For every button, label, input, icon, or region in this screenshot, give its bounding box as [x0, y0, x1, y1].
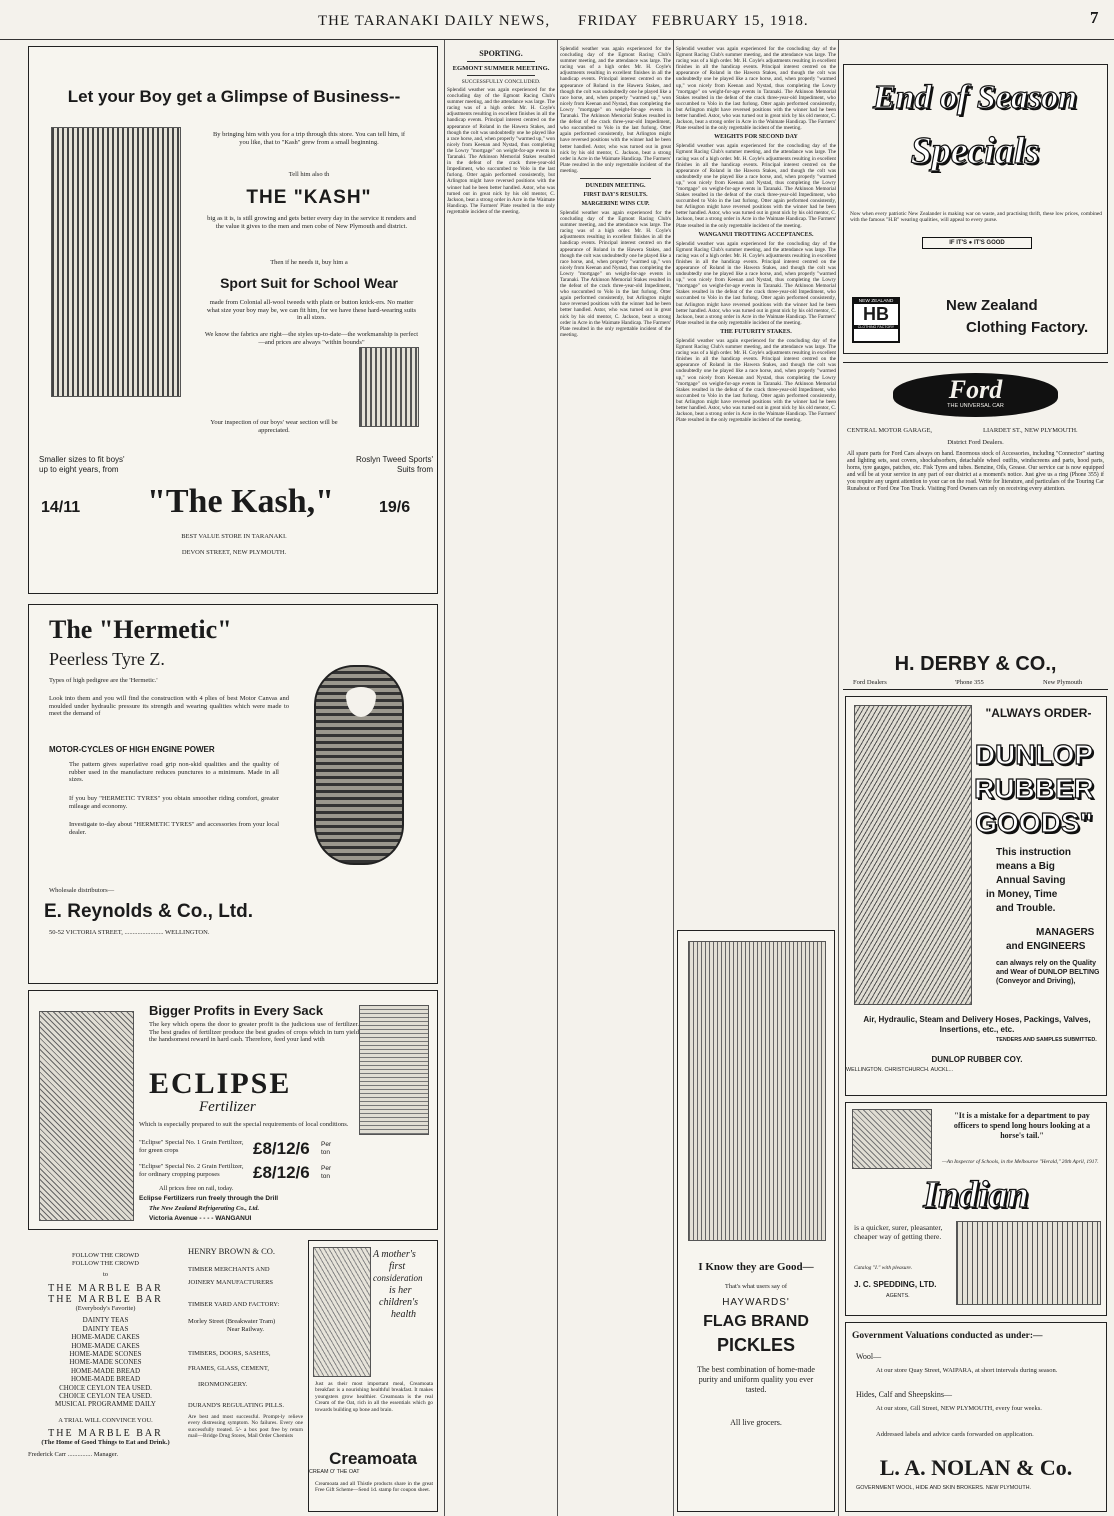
pickles-title: I Know they are Good—: [698, 1261, 814, 1273]
marble-bar-ad: [28, 1236, 183, 1514]
ford-sub-r: New Plymouth: [1043, 679, 1083, 686]
hermetic-addr: 50-52 VICTORIA STREET, ........................ WELLINGTON.: [49, 929, 210, 936]
menu-item: HOME-MADE BREAD: [70, 1375, 141, 1384]
sporting-text: [676, 143, 836, 228]
ford-firm: H. DERBY & CO.,: [894, 653, 1057, 675]
kash-suit: Sport Suit for School Wear: [220, 275, 398, 291]
sporting-text: [560, 46, 671, 174]
dunlop-d3: GOODS": [975, 807, 1093, 838]
nolan-firm: L. A. NOLAN & Co.: [879, 1455, 1073, 1480]
creamoata-h5: children's: [379, 1297, 418, 1308]
sporting-concl: SUCCESSFULLY CONCLUDED.: [461, 79, 541, 85]
sporting-meet: EGMONT SUMMER MEETING.: [452, 65, 550, 72]
eclipse-note: All prices free on rail, today.: [159, 1185, 234, 1192]
masthead-page: 7: [1090, 8, 1099, 27]
menu-item: CHOICE CEYLON TEA USED.: [59, 1383, 152, 1392]
boys-illustration: [51, 127, 181, 397]
brown-t1: TIMBERS, DOORS, SASHES,: [188, 1349, 271, 1357]
brown-l1: TIMBER MERCHANTS AND: [188, 1265, 270, 1273]
ford-ad: [843, 362, 1108, 690]
nz-clothing-ad: [843, 64, 1108, 354]
hermetic-firm: E. Reynolds & Co., Ltd.: [44, 901, 254, 922]
tyre-badge-icon: [346, 687, 376, 717]
kash-intro: By bringing him with you for a trip through this store. You can tell him, if you like, that to "Kash" grew from a small beginning.: [212, 131, 406, 146]
trading-badge: IF IT'S ● IT'S GOOD: [922, 237, 1032, 249]
kash-body3: We know the fabrics are right—the styles up-to-date—the workmanship is perfect—and prices are always "within bounds": [204, 331, 419, 346]
creamoata-h6: health: [391, 1309, 416, 1320]
badge-left: IF IT'S: [949, 240, 968, 246]
hb-nz: NEW ZEALAND: [854, 299, 898, 304]
marble-mgr: Frederick Carr ............... Manager.: [28, 1451, 119, 1459]
column-rule: [444, 40, 445, 1516]
menu-item: HOME-MADE SCONES: [69, 1358, 142, 1367]
brown-addr: Morley Street (Breakwater Tram): [188, 1318, 276, 1326]
kash-name: THE "KASH": [246, 187, 372, 208]
trading-name2: Clothing Factory.: [966, 319, 1089, 336]
brown-l2: JOINERY MANUFACTURERS: [188, 1279, 274, 1287]
creamoata-tag: CREAM O' THE OAT: [309, 1469, 360, 1475]
pickles-ad: [677, 930, 835, 1512]
kash-inspect: Your inspection of our boys' wear section will be appreciated.: [210, 419, 338, 434]
sporting-text: [676, 338, 836, 423]
sporting-column-1: [447, 46, 555, 1512]
nolan-wool-t: At our store Quay Street, WAIPARA, at short intervals during season.: [876, 1367, 1058, 1374]
masthead: [0, 0, 1114, 40]
indian-cite: —An Inspector of Schools, in the Melbourne "Herald," 20th April, 1917.: [942, 1159, 1099, 1165]
trading-headline1: End of Season: [872, 79, 1078, 116]
hermetic-sub: Peerless Tyre Z.: [49, 649, 165, 669]
eclipse-head: Bigger Profits in Every Sack: [149, 1003, 324, 1018]
brown-pills: DURAND'S REGULATING PILLS.: [188, 1402, 284, 1410]
eclipse-p1: £8/12/6: [253, 1139, 310, 1158]
mother-child-illustration: [313, 1247, 371, 1377]
menu-item: DAINTY TEAS: [82, 1316, 129, 1325]
kash-left-note: Smaller sizes to fit boys' up to eight years, from: [39, 455, 125, 474]
eclipse-intro: The key which opens the door to greater profit is the judicious use of fertilizer. The best grades of fertilizer produce the best grades of crops which in turn yield the handsomest reward in hard cash. Therefore, feed your land with: [149, 1021, 359, 1044]
eclipse-l2: "Eclipse" Special No. 2 Grain Fertilizer, for ordinary cropping purposes: [139, 1163, 244, 1178]
eclipse-brand: ECLIPSE: [149, 1067, 292, 1100]
indian-quote: "It is a mistake for a department to pay officers to spend long hours looking at a horse's tail.": [953, 1111, 1091, 1140]
sporting-paragraph: Splendid weather was again experienced for the concluding day of the Egmont Racing Club's summer meeting, and the attendance was large. The racing was of a high order. Mr. H. Coyle's adjustments resulting in excellent finishes in all the handicap events. Principal interest centred on the appearance of Roland in the Hawera Stakes, and though the colt was undoubtedly one he played like a race horse, and, when properly "warmed up," won nicely from Keenan and Nystad, thus completing the Lowry "mortgage" on weight-for-age events in Taranaki. The Atkinson Memorial Stakes resulted in the defeat of the crack three-year-old Impediment, who succumbed to Volo in the last furlong. Otter again performed consistently, but Arlington might have reversed positions with the winner had he been better handled. Astor, who was turned out in great nick by his old mentor, C. Jackson, beat a strong order in Acre in the Waimate Handicap. The Farmers' Plate resulted in the only regrettable incident of the meeting.: [560, 209, 671, 338]
marble-l2: FOLLOW THE CROWD: [72, 1259, 139, 1267]
boy-illustration-right: [359, 347, 419, 427]
horse-illustration: [852, 1109, 932, 1169]
marble-bar1: THE MARBLE BAR: [48, 1282, 163, 1294]
sporting-paragraph: Splendid weather was again experienced for the concluding day of the Egmont Racing Club's summer meeting, and the attendance was large. The racing was of a high order. Mr. H. Coyle's adjustments resulting in excellent finishes in all the handicap events. Principal interest centred on the appearance of Roland in the Hawera Stakes, and though the colt was undoubtedly one he played like a race horse, and, when properly "warmed up," won nicely from Keenan and Nystad, thus completing the Lowry "mortgage" on weight-for-age events in Taranaki. The Atkinson Memorial Stakes resulted in the defeat of the crack three-year-old Impediment, who succumbed to Volo in the last furlong. Otter again performed consistently, but Arlington might have reversed positions with the winner had he been better handled. Astor, who was turned out in great nick by his old mentor, C. Jackson, beat a strong order in Acre in the Waimate Handicap. The Farmers' Plate resulted in the only regrettable incident of the meeting.: [447, 87, 555, 215]
masthead-paper: THE TARANAKI DAILY NEWS,: [318, 13, 551, 29]
kash-tell: Tell him also th: [288, 171, 330, 178]
eclipse-ad: [28, 990, 438, 1230]
masthead-date: FEBRUARY 15, 1918.: [652, 13, 809, 29]
pickles-what: That's what users say of: [724, 1283, 788, 1290]
brown-near: Near Railway.: [226, 1325, 265, 1333]
kash-brand: "The Kash,": [147, 483, 335, 520]
creamoata-foot: Creamoata and all Thistle products share in the great Free Gift Scheme—Send 1d. stamp for coupon sheet.: [315, 1481, 433, 1494]
sporting-text: [676, 241, 836, 326]
creamoata-brand: Creamoata: [329, 1449, 417, 1468]
eclipse-per1: Per ton: [321, 1141, 332, 1156]
menu-item: HOME-MADE CAKES: [71, 1333, 140, 1342]
nolan-title: Government Valuations conducted as under:—: [852, 1331, 1043, 1341]
hermetic-body2: The pattern gives superlative road grip non-skid qualities and the quality of rubber used in the manufacture reduces punctures to a minimum. Made in all sizes.: [69, 761, 279, 784]
indian-ad: [845, 1102, 1107, 1316]
kash-address: DEVON STREET, NEW PLYMOUTH.: [181, 549, 287, 556]
hb-letters: HB: [863, 304, 889, 324]
tyre-illustration: [314, 665, 404, 865]
hermetic-types: Types of high pedigree are the 'Hermetic.': [49, 677, 158, 684]
dunlop-mgr1: MANAGERS: [1036, 927, 1095, 938]
dunlop-instr4: in Money, Time: [986, 889, 1058, 900]
badge-right: IT'S GOOD: [973, 240, 1005, 246]
hermetic-whole: Wholesale distributors—: [49, 887, 115, 894]
motorcycle-illustration: [956, 1221, 1101, 1305]
brown-yard: TIMBER YARD AND FACTORY:: [188, 1300, 280, 1308]
ford-garage: CENTRAL MOTOR GARAGE,: [847, 427, 933, 434]
eclipse-per2: Per ton: [321, 1165, 332, 1180]
column-rule: [557, 40, 558, 1516]
marble-everybody: (Everybody's Favorite): [75, 1304, 136, 1312]
kash-body1: big as it is, is still growing and gets better every day in the service it renders and the value it gives to the men and men cobe of New Plymouth and district.: [207, 215, 416, 230]
ford-logo-text: Ford: [948, 375, 1003, 404]
kash-headline: Let your Boy get a Glimpse of Business--: [67, 87, 401, 106]
ford-body: All spare parts for Ford Cars always on hand. Enormous stock of Accessories, including "Connector" starting and lighting sets, seat covers, shockabsorbers, detachable wheel outfits, windscreens and parts, hood parts, horns, tyre gauges, patches, etc. Fisk Tyres and tubes. Benzine, Oils, Grease. Our service car is now equipped and will be at your service in any part of our district at a moment's notice. Just give us a ring (Phone 355) if you require any urgent attention to your car on the road. Write for literature, and particulars of the Touring Car Runabout or Ford One Ton Truck. Visiting Ford Owners can rely on receiving every attention.: [847, 451, 1104, 492]
eclipse-p2: £8/12/6: [253, 1163, 310, 1182]
creamoata-ad: [308, 1240, 438, 1512]
column-rule: [838, 40, 839, 1516]
sporting-paragraph: Splendid weather was again experienced for the concluding day of the Egmont Racing Club's summer meeting, and the attendance was large. The racing was of a high order. Mr. H. Coyle's adjustments resulting in excellent finishes in all the handicap events. Principal interest centred on the appearance of Roland in the Hawera Stakes, and though the colt was undoubtedly one he played like a race horse, and, when properly "warmed up," won nicely from Keenan and Nystad, thus completing the Lowry "mortgage" on weight-for-age events in Taranaki. The Atkinson Memorial Stakes resulted in the defeat of the crack three-year-old Impediment, who succumbed to Volo in the last furlong. Otter again performed consistently, but Arlington might have reversed positions with the winner had he been better handled. Astor, who was turned out in great nick by his old mentor, C. Jackson, beat a strong order in Acre in the Waimate Handicap. The Farmers' Plate resulted in the only regrettable incident of the meeting.: [560, 46, 671, 174]
sporting-text: [676, 46, 836, 131]
hermetic-title: The "Hermetic": [49, 615, 232, 644]
hb-factory: CLOTHING FACTORY: [854, 325, 898, 329]
menu-item: HOME-MADE BREAD: [70, 1366, 141, 1375]
indian-brand: Indian: [923, 1174, 1029, 1216]
hermetic-moto: MOTOR-CYCLES OF HIGH ENGINE POWER: [49, 745, 215, 754]
eclipse-sub: Fertilizer: [199, 1099, 256, 1115]
dunlop-list: Air, Hydraulic, Steam and Delivery Hoses, Packings, Valves, Insertions, etc., etc.: [863, 1015, 1091, 1034]
nolan-wool: Wool—: [856, 1352, 882, 1361]
dunlop-instr5: and Trouble.: [996, 903, 1056, 914]
eclipse-l1: "Eclipse" Special No. 1 Grain Fertilizer, for green crops: [139, 1139, 244, 1154]
dunlop-tenders: TENDERS AND SAMPLES SUBMITTED.: [996, 1037, 1097, 1043]
henry-brown-ad: [188, 1240, 303, 1510]
brown-pills-body: Are best and most successful. Prompt-ly relieve every distressing symptom. No failures. Every one successfully treated. 5/- a box post free by return mail—Bridge Drug Stores, Mail Order Chemists: [188, 1413, 303, 1440]
pickles-grocers: All live grocers.: [730, 1418, 782, 1427]
pickles-best: The best combination of home-made purity and uniform quality you ever tasted.: [697, 1365, 815, 1394]
sporting-paragraph: Splendid weather was again experienced for the concluding day of the Egmont Racing Club's summer meeting, and the attendance was large. The racing was of a high order. Mr. H. Coyle's adjustments resulting in excellent finishes in all the handicap events. Principal interest centred on the appearance of Roland in the Hawera Stakes, and though the colt was undoubtedly one he played like a race horse, and, when properly "warmed up," won nicely from Keenan and Nystad, thus completing the Lowry "mortgage" on weight-for-age events in Taranaki. The Atkinson Memorial Stakes resulted in the defeat of the crack three-year-old Impediment, who succumbed to Volo in the last furlong. Otter again performed consistently, but Arlington might have reversed positions with the winner had he been better handled. Astor, who was turned out in great nick by his old mentor, C. Jackson, beat a strong order in Acre in the Waimate Handicap. The Farmers' Plate resulted in the only regrettable incident of the meeting.: [676, 240, 836, 326]
menu-item: CHOICE CEYLON TEA USED.: [59, 1392, 152, 1401]
hermetic-ad: [28, 604, 438, 984]
eclipse-co: The New Zealand Refrigerating Co., Ltd.: [149, 1205, 260, 1212]
pickles-haywards: HAYWARDS': [722, 1297, 790, 1308]
engineer-illustration: [854, 705, 972, 1005]
kash-then: Then if he needs it, buy him a: [270, 259, 348, 266]
eclipse-body: Which is especially prepared to suit the special requirements of local conditions.: [139, 1121, 349, 1128]
brown-t2: FRAMES, GLASS, CEMENT,: [188, 1365, 269, 1373]
menu-item: HOME-MADE SCONES: [69, 1350, 142, 1358]
trading-intro: Now when every patriotic New Zealander is making war on waste, and practising thrift, these low prices, combined with the famous "H.B" wearing qualities, will appeal to every purse.: [850, 211, 1102, 224]
kash-right-price: 19/6: [379, 499, 411, 516]
dunlop-mgr2: and ENGINEERS: [1006, 941, 1086, 952]
dunlop-instr1: This instruction: [996, 847, 1071, 858]
creamoata-h2: first: [389, 1261, 406, 1272]
ford-street: LIARDET ST., NEW PLYMOUTH.: [983, 427, 1078, 434]
dunlop-cities: WELLINGTON. CHRISTCHURCH. AUCKL...: [846, 1067, 954, 1073]
nolan-addr: Addressed labels and advice cards forwarded on application.: [876, 1431, 1034, 1438]
first-day-title: FIRST DAY'S RESULTS.: [583, 191, 648, 198]
eclipse-runs: Eclipse Fertilizers run freely through the Drill: [139, 1195, 279, 1202]
hermetic-body4: Investigate to-day about "HERMETIC TYRES" and accessories from your local dealer.: [69, 821, 279, 836]
dunlop-co: DUNLOP RUBBER COY.: [931, 1055, 1023, 1064]
sporting-column-3: [676, 46, 836, 926]
brown-t3: IRONMONGERY.: [198, 1380, 248, 1388]
indian-cat: Catalog "I." with pleasure.: [854, 1265, 913, 1271]
menu-item: HOME-MADE CAKES: [71, 1341, 140, 1350]
trading-headline2: Specials: [910, 130, 1040, 172]
sporting-paragraph: Splendid weather was again experienced for the concluding day of the Egmont Racing Club's summer meeting, and the attendance was large. The racing was of a high order. Mr. H. Coyle's adjustments resulting in excellent finishes in all the handicap events. Principal interest centred on the appearance of Roland in the Hawera Stakes, and though the colt was undoubtedly one he played like a race horse, and, when properly "warmed up," won nicely from Keenan and Nystad, thus completing the Lowry "mortgage" on weight-for-age events in Taranaki. The Atkinson Memorial Stakes resulted in the defeat of the crack three-year-old Impediment, who succumbed to Volo in the last furlong. Otter again performed consistently, but Arlington might have reversed positions with the winner had he been better handled. Astor, who was turned out in great nick by his old mentor, C. Jackson, beat a strong order in Acre in the Waimate Handicap. The Farmers' Plate resulted in the only regrettable incident of the meeting.: [676, 143, 836, 229]
marble-trial: A TRIAL WILL CONVINCE YOU.: [58, 1416, 153, 1424]
sporting-paragraph: Splendid weather was again experienced for the concluding day of the Egmont Racing Club's summer meeting, and the attendance was large. The racing was of a high order. Mr. H. Coyle's adjustments resulting in excellent finishes in all the handicap events. Principal interest centred on the appearance of Roland in the Hawera Stakes, and though the colt was undoubtedly one he played like a race horse, and, when properly "warmed up," won nicely from Keenan and Nystad, thus completing the Lowry "mortgage" on weight-for-age events in Taranaki. The Atkinson Memorial Stakes resulted in the defeat of the crack three-year-old Impediment, who succumbed to Volo in the last furlong. Otter again performed consistently, but Arlington might have reversed positions with the winner had he been better handled. Astor, who was turned out in great nick by his old mentor, C. Jackson, beat a strong order in Acre in the Waimate Handicap. The Farmers' Plate resulted in the only regrettable incident of the meeting.: [676, 337, 836, 424]
dunlop-d2: RUBBER: [974, 773, 1094, 804]
creamoata-body: Just as their most important meal, Creamoata breakfast is a nourishing healthful breakfast. It makes youngsters grow healthier. Creamoata is the real Cream of the Oat, rich in all the essentials which go towards building up bone and brain.: [315, 1381, 433, 1413]
dunlop-instr3: Annual Saving: [996, 875, 1066, 886]
indian-is-a: is a quicker, surer, pleasanter, cheaper way of getting there.: [854, 1223, 943, 1241]
dunlop-rely: can always rely on the Quality and Wear of DUNLOP BELTING (Conveyor and Driving),: [996, 960, 1100, 985]
ford-logo: [893, 373, 1058, 417]
indian-agent: J. C. SPEDDING, LTD.: [854, 1280, 937, 1289]
masthead-day: FRIDAY: [578, 13, 639, 29]
sporting-text: [447, 87, 555, 215]
nolan-sub: GOVERNMENT WOOL, HIDE AND SKIN BROKERS. NEW PLYMOUTH.: [856, 1485, 1032, 1491]
marble-home: (The Home of Good Things to Eat and Drink.): [41, 1439, 170, 1447]
futurity-title: THE FUTURITY STAKES.: [720, 328, 792, 335]
brown-title: HENRY BROWN & CO.: [188, 1246, 276, 1256]
dunlop-instr2: means a Big: [996, 861, 1055, 872]
column-rule: [673, 40, 674, 1516]
marble-bar2: THE MARBLE BAR: [48, 1293, 163, 1305]
marble-bar3: THE MARBLE BAR: [48, 1428, 163, 1440]
trading-name1: New Zealand: [946, 297, 1038, 314]
dunlop-ad: [845, 696, 1107, 1096]
nolan-hides-t: At our store, Gill Street, NEW PLYMOUTH, every four weeks.: [876, 1405, 1042, 1412]
margerine-title: MARGERINE WINS CUP.: [581, 200, 650, 207]
ford-sub-l: Ford Dealers: [853, 679, 887, 686]
ford-dealers: District Ford Dealers.: [947, 439, 1004, 446]
weights-title: WEIGHTS FOR SECOND DAY: [714, 134, 798, 141]
eclipse-co-addr: Victoria Avenue - - - - WANGANUI: [149, 1215, 252, 1222]
sporting-column-2: [560, 46, 671, 1512]
kash-right-note: Roslyn Tweed Sports' Suits from: [356, 455, 433, 474]
menu-item: MUSICAL PROGRAMME DAILY: [55, 1400, 156, 1409]
ford-tagline: THE UNIVERSAL CAR: [947, 403, 1004, 409]
kash-store: BEST VALUE STORE IN TARANAKI.: [181, 533, 287, 540]
marble-menu: [28, 1316, 183, 1408]
hermetic-body1: Look into them and you will find the construction with 4 plies of best Motor Canvas and moulded under hydraulic pressure its strength and wearing qualities which were made to meet the demand of: [49, 695, 289, 718]
nolan-hides: Hides, Calf and Sheepskins—: [856, 1390, 952, 1399]
kash-body2: made from Colonial all-wool tweeds with plain or button knick-ers. No matter what size your boy may be, we can fit him, for we have these hard-wearing suits in all sizes.: [206, 299, 417, 322]
ford-sub-m: 'Phone 355: [955, 679, 984, 686]
indian-agents: AGENTS.: [886, 1293, 910, 1299]
menu-item: DAINTY TEAS: [82, 1324, 129, 1333]
hb-logo: [852, 297, 900, 343]
creamoata-h3: consideration: [373, 1273, 423, 1283]
farmer-illustration: [39, 1011, 134, 1221]
kash-left-price: 14/11: [41, 499, 81, 516]
hermetic-body3: If you buy "HERMETIC TYRES" you obtain smoother riding comfort, greater mileage and economy.: [69, 795, 279, 810]
marble-to: to: [102, 1271, 109, 1279]
creamoata-h4: is her: [389, 1285, 412, 1296]
pickles-flag2: PICKLES: [716, 1335, 795, 1355]
marble-l1: FOLLOW THE CROWD: [72, 1252, 139, 1259]
dunlop-always: "ALWAYS ORDER-: [985, 706, 1092, 720]
wanganui-title: WANGANUI TROTTING ACCEPTANCES.: [698, 231, 814, 238]
barn-illustration: [359, 1005, 429, 1135]
kash-ad: [28, 46, 438, 594]
sporting-text: [560, 210, 671, 338]
dunlop-d1: DUNLOP: [974, 739, 1094, 770]
nolan-ad: [845, 1322, 1107, 1512]
sporting-paragraph: Splendid weather was again experienced for the concluding day of the Egmont Racing Club's summer meeting, and the attendance was large. The racing was of a high order. Mr. H. Coyle's adjustments resulting in excellent finishes in all the handicap events. Principal interest centred on the appearance of Roland in the Hawera Stakes, and though the colt was undoubtedly one he played like a race horse, and, when properly "warmed up," won nicely from Keenan and Nystad, thus completing the Lowry "mortgage" on weight-for-age events in Taranaki. The Atkinson Memorial Stakes resulted in the defeat of the crack three-year-old Impediment, who succumbed to Volo in the last furlong. Otter again performed consistently, but Arlington might have reversed positions with the winner had he been better handled. Astor, who was turned out in great nick by his old mentor, C. Jackson, beat a strong order in Acre in the Waimate Handicap. The Farmers' Plate resulted in the only regrettable incident of the meeting.: [676, 46, 836, 132]
pickles-flag1: FLAG BRAND: [703, 1313, 809, 1330]
sporting-title: SPORTING.: [479, 49, 523, 58]
bottle-illustration: [688, 941, 826, 1241]
creamoata-h1: A mother's: [373, 1249, 416, 1260]
dunedin-title: DUNEDIN MEETING.: [585, 182, 646, 189]
